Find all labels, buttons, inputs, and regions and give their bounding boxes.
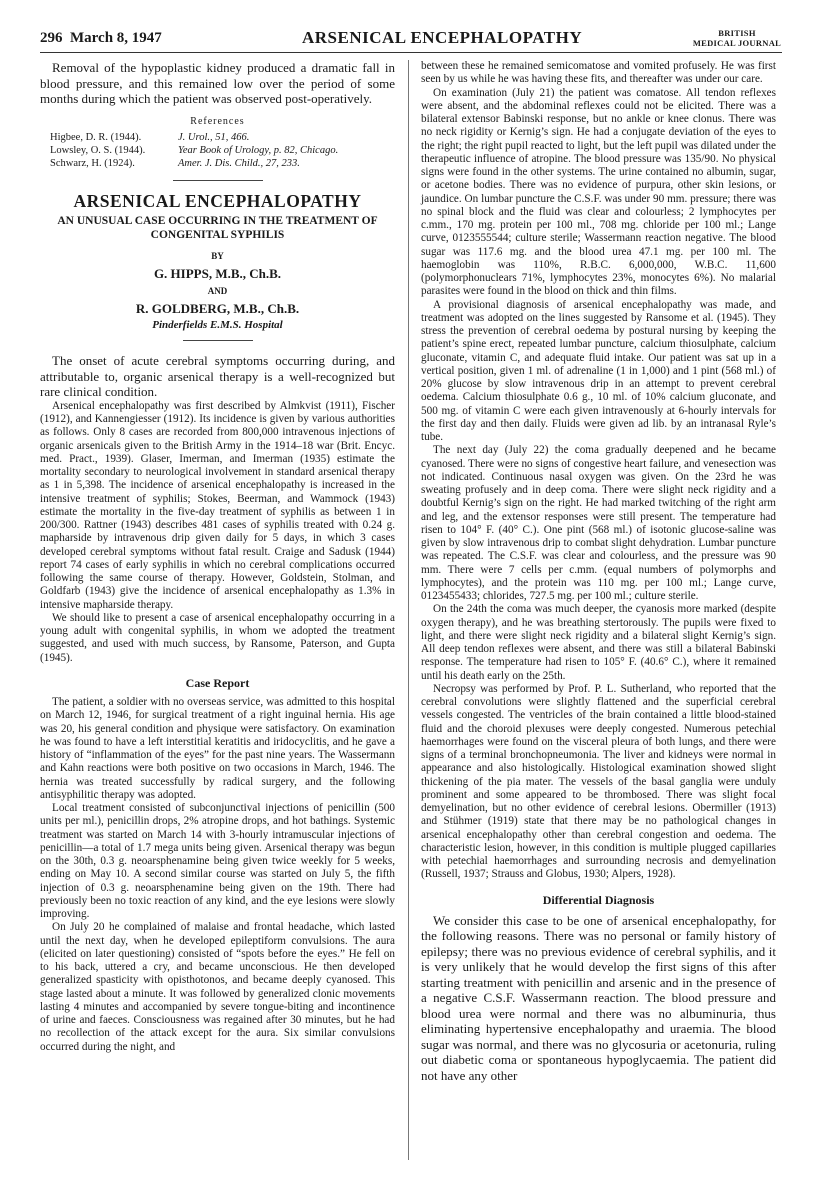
affiliation: Pinderfields E.M.S. Hospital <box>152 319 283 331</box>
reference-source: Amer. J. Dis. Child., 27, 233. <box>178 157 300 169</box>
page-header <box>40 26 782 52</box>
page-number: 296 <box>40 30 63 46</box>
reference-item <box>40 144 395 157</box>
journal-name-line1: BRITISH <box>718 28 756 38</box>
reference-author: Higbee, D. R. (1944). <box>50 131 142 143</box>
journal-name-line2: MEDICAL JOURNAL <box>692 38 782 48</box>
author-2: R. GOLDBERG, M.B., Ch.B. <box>135 300 300 316</box>
byline-by: BY <box>211 251 224 261</box>
previous-article-conclusion: Removal of the hypoplastic kidney produced a dramatic fall in blood pressure, and this remained low over the period of some months during which the patient was observed post-operatively. <box>40 60 395 106</box>
column-divider <box>408 60 409 1160</box>
reference-source: Year Book of Urology, p. 82, Chicago. <box>178 144 339 156</box>
section-heading-case-report: Case Report <box>185 675 250 690</box>
references-heading: References <box>190 115 245 127</box>
header-rule <box>40 52 782 53</box>
right-column <box>421 60 776 1083</box>
running-title: ARSENICAL ENCEPHALOPATHY <box>302 28 583 47</box>
body-paragraph: The patient, a soldier with no overseas service, was admitted to this hospital on March 12, 1946, for surgical treatment of a right inguinal hernia. His age was 20, his general condition and physique were satisfactory. On examination he was found to have a left interstitial keratitis and iridocyclitis, and he gave a history of “inflammation of the eyes” for the past nine years. The Wassermann and Kahn reactions were both positive on two occasions in March, 1946. The hernia was treated successfully by radical surgery, and the following antisyphilitic therapy was adopted. <box>40 696 395 801</box>
body-paragraph: Local treatment consisted of subconjunctival injections of penicillin (500 units per ml.), penicillin drops, 2% atropine drops, and hot bathings. Systemic treatment was started on March 14 with 3-hourly intramuscular injections of penicillin—a total of 1.7 mega units being given. Arsenical therapy was begun on the 30th, 0.3 g. neoarsphenamine being given twice weekly for 5 weeks, ending on May 10. A second similar course was started on July 5, the fifth injection of 0.3 g. neoarsphenamine being given on the 19th. There had previously been no toxic reaction of any kind, and the eye lesions were slowly improving. <box>40 802 395 920</box>
body-paragraph: On examination (July 21) the patient was comatose. All tendon reflexes were absent, and the abdominal reflexes could not be elicited. There was a bilateral extensor Babinski response, but no ankle or knee clonus. There was no neck rigidity or Kernig’s sign. He had a conjugate deviation of the eyes to the right; the right pupil reacted to light, but the left pupil was dilated under the therapeutic influence of atropine. The blood pressure was 135/90. No physical signs were found in the other systems. The urine contained no albumin, sugar, or acetone bodies. There was no evidence of purpura, other skin lesions, or jaundice. On lumbar puncture the C.S.F. was under 90 mm. pressure; there was no spinal block and the fluid was clear and colourless; 2 lymphocytes per c.mm., 170 mg. protein per 100 ml., 708 mg. chloride per 100 ml.; Lange curve, 0123555544; culture sterile; Wassermann reaction negative. The blood sugar was 117.6 mg. and the blood urea 47.1 mg. per 100 ml. The haemoglobin was 110%, R.B.C. 6,000,000, W.B.C. 11,600 (polymorphonuclears 71%, lymphocytes 23%, monocytes 6%). No malarial parasites were found in the blood on thick and thin films. <box>421 86 776 298</box>
body-paragraph: We should like to present a case of arsenical encephalopathy occurring in a young adult with congenital syphilis, in whom we adopted the treatment suggested, and used with much success, by Ransome, Paterson, and Gupta (1945). <box>40 611 395 664</box>
article-subtitle: AN UNUSUAL CASE OCCURRING IN THE TREATMENT OF CONGENITAL SYPHILIS <box>57 215 378 241</box>
body-paragraph: On the 24th the coma was much deeper, the cyanosis more marked (despite oxygen therapy), and he was breathing stertorously. The pupils were fixed to light, and there were slight neck rigidity and a bilateral slight Kernig’s sign. All deep tendon reflexes were absent, and there was still a bilateral Babinski response. The temperature had risen to 105° F. (40.6° C.), where it remained until his death early on the 25th. <box>421 603 776 682</box>
page-number-and-date <box>40 30 162 47</box>
body-paragraph: Arsenical encephalopathy was first described by Almkvist (1911), Fischer (1912), and Kannengiesser (1912). Its incidence is given by various authorities as follows. Only 8 cases are recorded from 800,000 intravenous injections of organic arsenicals given to the British Army in the 1914–18 war (Brit. Encyc. med. Pract., 1939). Glaser, Imerman, and Imerman (1935) estimate the mortality secondary to neurological involvement in standard arsenical therapy as 1 in 5,398. The incidence of arsenical encephalopathy is increased in the intensive treatment of syphilis; Stokes, Beerman, and Wammock (1943) estimate the mortality in the five-day treatment of syphilis as between 1 in 200/300. Rattner (1943) describes 481 cases of syphilis treated with 0.24 g. mapharside by intravenous drip given daily for 5 days, in which 3 cases developed cerebral symptoms without fatal result. Craige and Sadusk (1944) report 74 cases of early syphilis in which no cerebral complications occurred following the same course of therapy. However, Goldstein, Stolman, and Goldfarb (1943) give the incidence of arsenical encephalopathy as 1.3% in intensive mapharside therapy. <box>40 399 395 611</box>
body-paragraph: The next day (July 22) the coma gradually deepened and he became cyanosed. There were no signs of congestive heart failure, and venesection was not indicated. Continuous nasal oxygen was given. On the 23rd he was sweating profusely and in deep coma. There were slight neck rigidity and a doubtful Kernig’s sign on the right. He had marked twitching of the right arm and leg, and the extensor responses were still present. The temperature had risen to 104° F. (40° C.). One pint (568 ml.) of isotonic glucose-saline was given by slow intravenous drip to combat slight dehydration. Lumbar puncture was repeated. The C.S.F. was clear and colourless, and the pressure was 90 mm. There were 7 cells per c.mm. (equal numbers of polymorphs and lymphocytes), and the protein was 110 mg. per 100 ml.; Lange curve, 0123455433; chlorides, 727.5 mg. per 100 ml.; culture sterile. <box>421 444 776 602</box>
article-title: ARSENICAL ENCEPHALOPATHY <box>73 190 362 211</box>
byline-and: AND <box>207 285 228 296</box>
reference-item <box>40 131 395 144</box>
reference-item <box>40 157 395 170</box>
journal-name <box>692 28 782 48</box>
body-paragraph: between these he remained semicomatose and vomited profusely. He was first seen by us while he was having these fits, and thereafter was under our care. <box>421 60 776 86</box>
body-paragraph: A provisional diagnosis of arsenical encephalopathy was made, and treatment was adopted on the lines suggested by Ransome et al. (1945). They stress the prevention of cerebral oedema by postural nursing by keeping the patient’s spine erect, repeated lumbar puncture, calcium thiosulphate, calcium gluconate, vitamin C, and adequate fluid intake. Our patient was sat up in a vertical position, given 1 ml. of adrenaline (1 in 1,000) and 1 pint (568 ml.) of 20% glucose by slow intravenous drip in an attempt to prevent cerebral oedema. Calcium thiosulphate 0.6 g., 10 ml. of 10% calcium gluconate, and 500 mg. of vitamin C were each given intravenously at 6-hourly intervals for the first day and then daily. Fluids were given ad lib. by an intranasal Ryle’s tube. <box>421 298 776 443</box>
body-paragraph: On July 20 he complained of malaise and frontal headache, which lasted until the next day, when he developed epileptiform convulsions. The aura (elicited on later questioning) consisted of “spots before the eyes.” He fell on to his back, uttered a cry, and became unconscious. He then developed generalized spasticity with opisthotonos, and became deeply cyanosed. This stage lasted about a minute. It was followed by generalized clonic movements lasting 4 minutes and accompanied by severe tongue-biting and incontinence of urine and faeces. Consciousness was regained after 30 minutes, but he had no recollection of the attack except for the aura. Six similar convulsions occurred during the night, and <box>40 921 395 1053</box>
section-heading-differential-diagnosis: Differential Diagnosis <box>542 892 655 907</box>
body-paragraph: Necropsy was performed by Prof. P. L. Sutherland, who reported that the cerebral convolutions were slightly flattened and the superficial cerebral vessels congested. The ventricles of the brain contained a little blood-stained fluid and the choroid plexuses were deeply congested. Numerous petechial haemorrhages were found on the visceral pleura of both lungs, and there were signs of a terminal bronchopneumonia. The liver and kidneys were normal in appearance and also histologically. Histological examination showed slight thickening of the pia mater. The vessels of the basal ganglia were unduly prominent and some appeared to be thrombosed. There was slight focal demyelination, but no other evidence of cerebral lesions. Obermiller (1913) and Stühmer (1919) state that there may be no pathological changes in arsenical encephalopathy other than cerebral congestion and oedema. The characteristic lesion, however, in this condition is multiple plugged capillaries with petechial haemorrhages and surrounding necrosis and demyelination (Russell, 1937; Strauss and Globus, 1930; Alpers, 1928). <box>421 682 776 881</box>
byline-rule <box>183 340 253 341</box>
body-paragraph: We consider this case to be one of arsenical encephalopathy, for the following reasons. There was no personal or family history of epilepsy; there was no previous evidence of cerebral syphilis, and it is very unlikely that he would develop the first signs of this after starting treatment with penicillin and arsenic and in the presence of a negative C.S.F. Wassermann reaction. The blood pressure and blood urea were normal and there was no albuminuria, thus eliminating hypertensive encephalopathy and uraemia. The blood sugar was normal, and there was no glycosuria or acetonuria, ruling out diabetic coma or spontaneous hypoglycaemia. The patient did not have any other <box>421 912 776 1083</box>
left-column <box>40 60 395 1054</box>
reference-list <box>40 131 395 170</box>
reference-author: Lowsley, O. S. (1944). <box>50 144 146 156</box>
author-1: G. HIPPS, M.B., Ch.B. <box>153 266 282 282</box>
abstract-paragraph: The onset of acute cerebral symptoms occurring during, and attributable to, organic arsenical therapy is a well-recognized but rare clinical condition. <box>40 353 395 400</box>
issue-date: March 8, 1947 <box>70 30 162 46</box>
reference-author: Schwarz, H. (1924). <box>50 157 135 169</box>
article-separator <box>173 180 263 181</box>
reference-source: J. Urol., 51, 466. <box>178 131 250 143</box>
